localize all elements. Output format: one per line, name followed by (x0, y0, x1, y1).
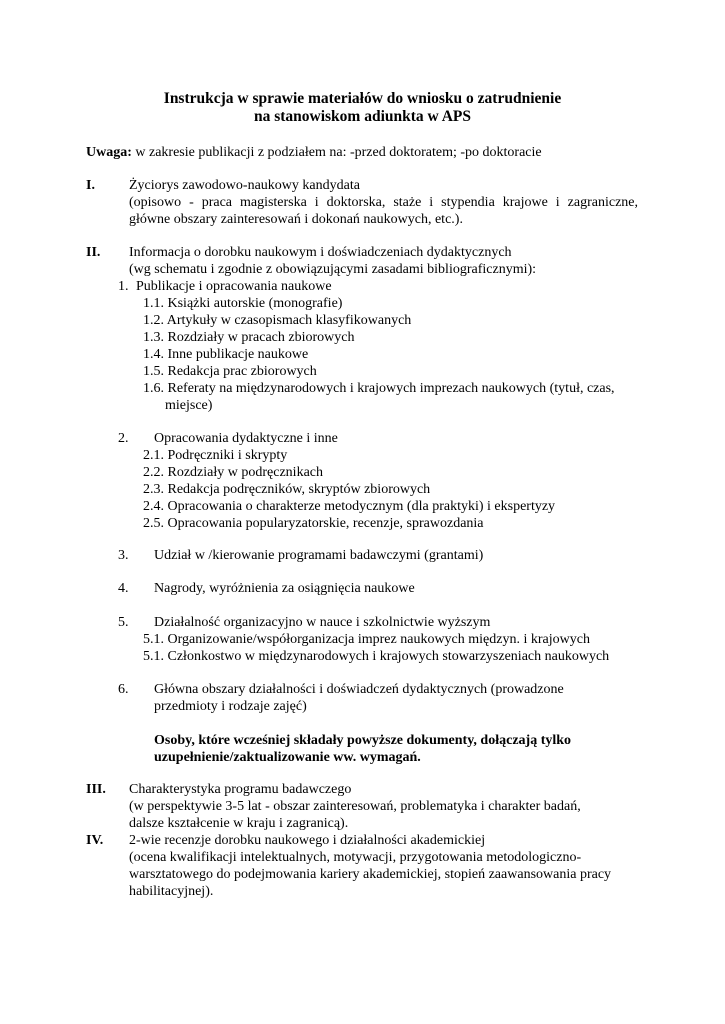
section-iii-desc-2: dalsze kształcenie w kraju i zagranicą). (129, 816, 349, 831)
subitem-2-5: 2.5. Opracowania popularyzatorskie, recenzje, sprawozdania (143, 516, 484, 531)
item-2-label: Opracowania dydaktyczne i inne (154, 431, 338, 446)
note-text: w zakresie publikacji z podziałem na: -przed doktoratem; -po doktoracie (131, 145, 542, 160)
item-2-number: 2. (118, 431, 129, 446)
item-5-number: 5. (118, 615, 129, 630)
item-1-label: Publikacje i opracowania naukowe (136, 279, 332, 294)
subitem-1-3: 1.3. Rozdziały w pracach zbiorowych (143, 330, 355, 345)
section-ii-subheading: (wg schematu i zgodnie z obowiązującymi zasadami bibliograficznymi): (129, 262, 537, 277)
subitem-1-5: 1.5. Redakcja prac zbiorowych (143, 364, 317, 379)
item-6-number: 6. (118, 682, 129, 697)
subitem-2-3: 2.3. Redakcja podręczników, skryptów zbiorowych (143, 482, 431, 497)
subitem-1-4: 1.4. Inne publikacje naukowe (143, 347, 309, 362)
item-5-label: Działalność organizacyjno w nauce i szkolnictwie wyższym (154, 615, 491, 630)
section-i-desc-2: główne obszary zainteresowań i dokonań naukowych, etc.). (129, 212, 463, 227)
section-i-desc-1: (opisowo - praca magisterska i doktorska, staże i stypendia krajowe i zagraniczne, (129, 195, 638, 210)
document-title-line-1: Instrukcja w sprawie materiałów do wniosku o zatrudnienie (163, 90, 562, 107)
section-iii-numeral: III. (86, 782, 106, 797)
section-iii-heading: Charakterystyka programu badawczego (129, 782, 352, 797)
section-iv-numeral: IV. (86, 833, 104, 848)
section-iv-heading: 2-wie recenzje dorobku naukowego i działalności akademickiej (129, 833, 486, 848)
subitem-5-1a: 5.1. Organizowanie/współorganizacja imprez naukowych międzyn. i krajowych (143, 632, 590, 647)
section-iv-desc-1: (ocena kwalifikacji intelektualnych, motywacji, przygotowania metodologiczno- (129, 850, 582, 865)
notice-line-2: uzupełnienie/zaktualizowanie ww. wymagań. (154, 750, 421, 765)
subitem-1-1: 1.1. Książki autorskie (monografie) (143, 296, 343, 311)
note (86, 144, 542, 161)
section-i-heading: Życiorys zawodowo-naukowy kandydata (129, 178, 360, 193)
subitem-1-6-continued: miejsce) (165, 398, 213, 413)
item-4-label: Nagrody, wyróżnienia za osiągnięcia naukowe (154, 581, 415, 596)
item-6-label-1: Główna obszary działalności i doświadczeń dydaktycznych (prowadzone (154, 682, 564, 697)
section-i-numeral: I. (86, 178, 95, 193)
item-1-number: 1. (118, 279, 129, 294)
subitem-2-1: 2.1. Podręczniki i skrypty (143, 448, 288, 463)
subitem-1-2: 1.2. Artykuły w czasopismach klasyfikowanych (143, 313, 412, 328)
item-3-label: Udział w /kierowanie programami badawczymi (grantami) (154, 548, 484, 563)
item-3-number: 3. (118, 548, 129, 563)
section-iv-desc-3: habilitacyjnej). (129, 884, 214, 899)
subitem-5-1b: 5.1. Członkostwo w międzynarodowych i krajowych stowarzyszeniach naukowych (143, 649, 610, 664)
notice-line-1: Osoby, które wcześniej składały powyższe dokumenty, dołączają tylko (154, 733, 572, 748)
section-iii-desc-1: (w perspektywie 3-5 lat - obszar zainteresowań, problematyka i charakter badań, (129, 799, 581, 814)
subitem-2-2: 2.2. Rozdziały w podręcznikach (143, 465, 323, 480)
subitem-2-4: 2.4. Opracowania o charakterze metodycznym (dla praktyki) i ekspertyzy (143, 499, 556, 514)
document-title-line-2: na stanowiskom adiunkta w APS (253, 108, 472, 125)
section-ii-numeral: II. (86, 245, 101, 260)
subitem-1-6: 1.6. Referaty na międzynarodowych i krajowych imprezach naukowych (tytuł, czas, (143, 381, 615, 396)
item-4-number: 4. (118, 581, 129, 596)
item-6-label-2: przedmioty i rodzaje zajęć) (154, 699, 307, 714)
note-label: Uwaga: (86, 145, 132, 160)
section-iv-desc-2: warsztatowego do podejmowania kariery akademickiej, stopień zaawansowania pracy (129, 867, 612, 882)
section-ii-heading: Informacja o dorobku naukowym i doświadczeniach dydaktycznych (129, 245, 512, 260)
